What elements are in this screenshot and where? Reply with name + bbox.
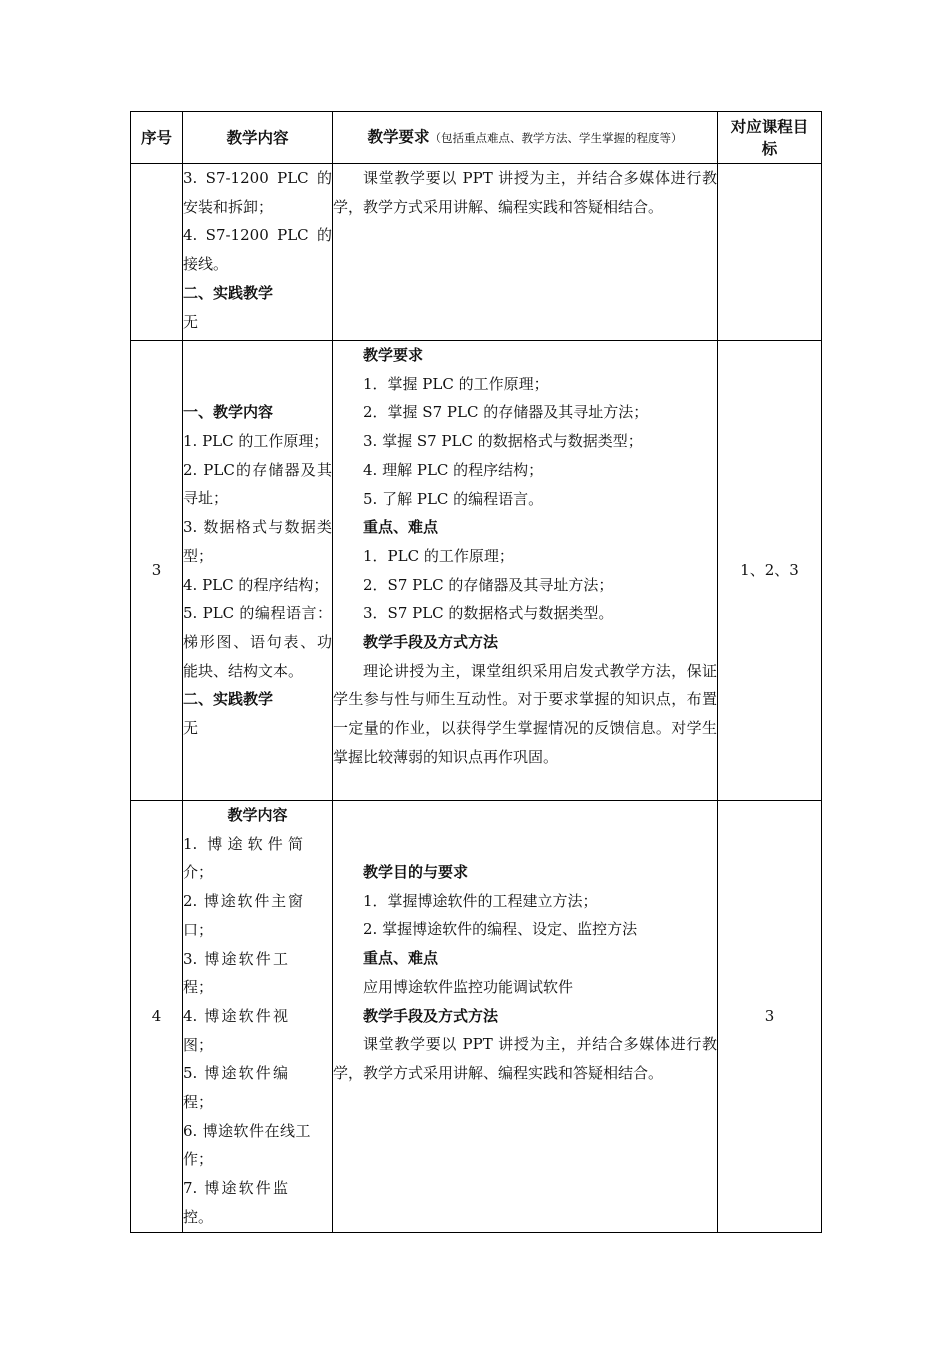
content-item: 1. PLC 的工作原理；	[183, 431, 329, 450]
row-content-cell	[183, 341, 333, 801]
row-requirement-cell	[333, 164, 718, 341]
header-requirement	[333, 112, 718, 164]
requirement-item: 4. 理解 PLC 的程序结构；	[363, 460, 544, 479]
requirement-item: 5. 了解 PLC 的编程语言。	[363, 489, 544, 508]
content-item: 5. 博途软件编程；	[183, 1064, 288, 1112]
header-requirement-title: 教学要求	[367, 128, 430, 146]
row-requirement-cell	[333, 801, 718, 1233]
content-item: 7. 博途软件监控。	[183, 1179, 288, 1226]
methods-text: 课堂教学要以 PPT 讲授为主，并结合多媒体进行教学，教学方式采用讲解、编程实践和答疑相结合。	[333, 1035, 717, 1082]
key-point-item: 2．S7 PLC 的存储器及其寻址方法；	[363, 575, 614, 594]
row-goal-cell: 1、2、3	[718, 341, 822, 801]
requirement-text: 课堂教学要以 PPT 讲授为主，并结合多媒体进行教学，教学方式采用讲解、编程实践和答疑相结合。	[333, 169, 717, 216]
requirement-title: 教学要求	[363, 346, 424, 364]
table-row	[131, 164, 822, 341]
key-point-item: 1．PLC 的工作原理；	[363, 546, 514, 565]
row-seq-cell: 4	[131, 801, 183, 1233]
row-seq-cell: 3	[131, 341, 183, 801]
content-item: 4. 博途软件视图；	[183, 1006, 288, 1054]
methods-title: 教学手段及方式方法	[363, 633, 499, 652]
practice-title: 二、实践教学	[183, 690, 274, 709]
practice-title: 二、实践教学	[183, 283, 274, 302]
content-item: 2. 博途软件主窗口；	[183, 892, 303, 939]
practice-text: 无	[183, 312, 199, 331]
key-points-title: 重点、难点	[363, 518, 439, 537]
methods-title: 教学手段及方式方法	[363, 1006, 499, 1025]
requirement-title: 教学目的与要求	[363, 863, 469, 881]
content-item: 3. 数据格式与数据类型；	[183, 518, 332, 565]
row-goal-cell	[718, 164, 822, 341]
content-item: 4. PLC 的程序结构；	[183, 575, 329, 594]
table-row	[131, 801, 822, 1233]
content-item: 3. 博途软件工程；	[183, 949, 288, 997]
content-item: 4. S7-1200 PLC 的接线。	[183, 226, 332, 274]
practice-text: 无	[183, 719, 199, 738]
table-header-row	[131, 112, 822, 164]
key-point-item: 3．S7 PLC 的数据格式与数据类型。	[363, 604, 614, 623]
header-requirement-note: （包括重点难点、教学方法、学生掌握的程度等）	[429, 131, 683, 145]
header-content: 教学内容	[183, 112, 333, 164]
requirement-item: 2．掌握 S7 PLC 的存储器及其寻址方法；	[363, 403, 649, 422]
row-content-cell	[183, 801, 333, 1233]
requirement-item: 3. 掌握 S7 PLC 的数据格式与数据类型；	[363, 432, 643, 451]
content-item: 5. PLC 的编程语言：梯形图、语句表、功能块、结构文本。	[183, 604, 332, 680]
content-item: 6. 博途软件在线工作；	[183, 1121, 311, 1169]
content-item: 2. PLC的存储器及其寻址；	[183, 460, 332, 508]
requirement-item: 2. 掌握博途软件的编程、设定、监控方法	[363, 920, 638, 939]
content-title: 教学内容	[227, 806, 288, 824]
header-seq: 序号	[131, 112, 183, 164]
requirement-item: 1．掌握 PLC 的工作原理；	[363, 374, 549, 393]
content-item: 3. S7-1200 PLC 的安装和拆卸；	[183, 169, 332, 216]
row-goal-cell: 3	[718, 801, 822, 1233]
row-content-cell	[183, 164, 333, 341]
header-goal-text: 对应课程目标	[730, 117, 809, 158]
header-goal	[718, 112, 822, 164]
key-point-text: 应用博途软件监控功能调试软件	[363, 977, 574, 996]
syllabus-table	[130, 111, 822, 1233]
content-item: 1. 博途软件简介；	[183, 834, 303, 882]
row-requirement-cell	[333, 341, 718, 801]
requirement-item: 1．掌握博途软件的工程建立方法；	[363, 891, 598, 910]
content-title: 一、教学内容	[183, 403, 274, 422]
row-seq-cell	[131, 164, 183, 341]
methods-text: 理论讲授为主，课堂组织采用启发式教学方法，保证学生参与性与师生互动性。对于要求掌握的知识点，布置一定量的作业，以获得学生掌握情况的反馈信息。对学生掌握比较薄弱的知识点再作巩固。	[333, 661, 717, 766]
key-points-title: 重点、难点	[363, 949, 439, 968]
table-row	[131, 341, 822, 801]
spacer	[333, 801, 717, 858]
